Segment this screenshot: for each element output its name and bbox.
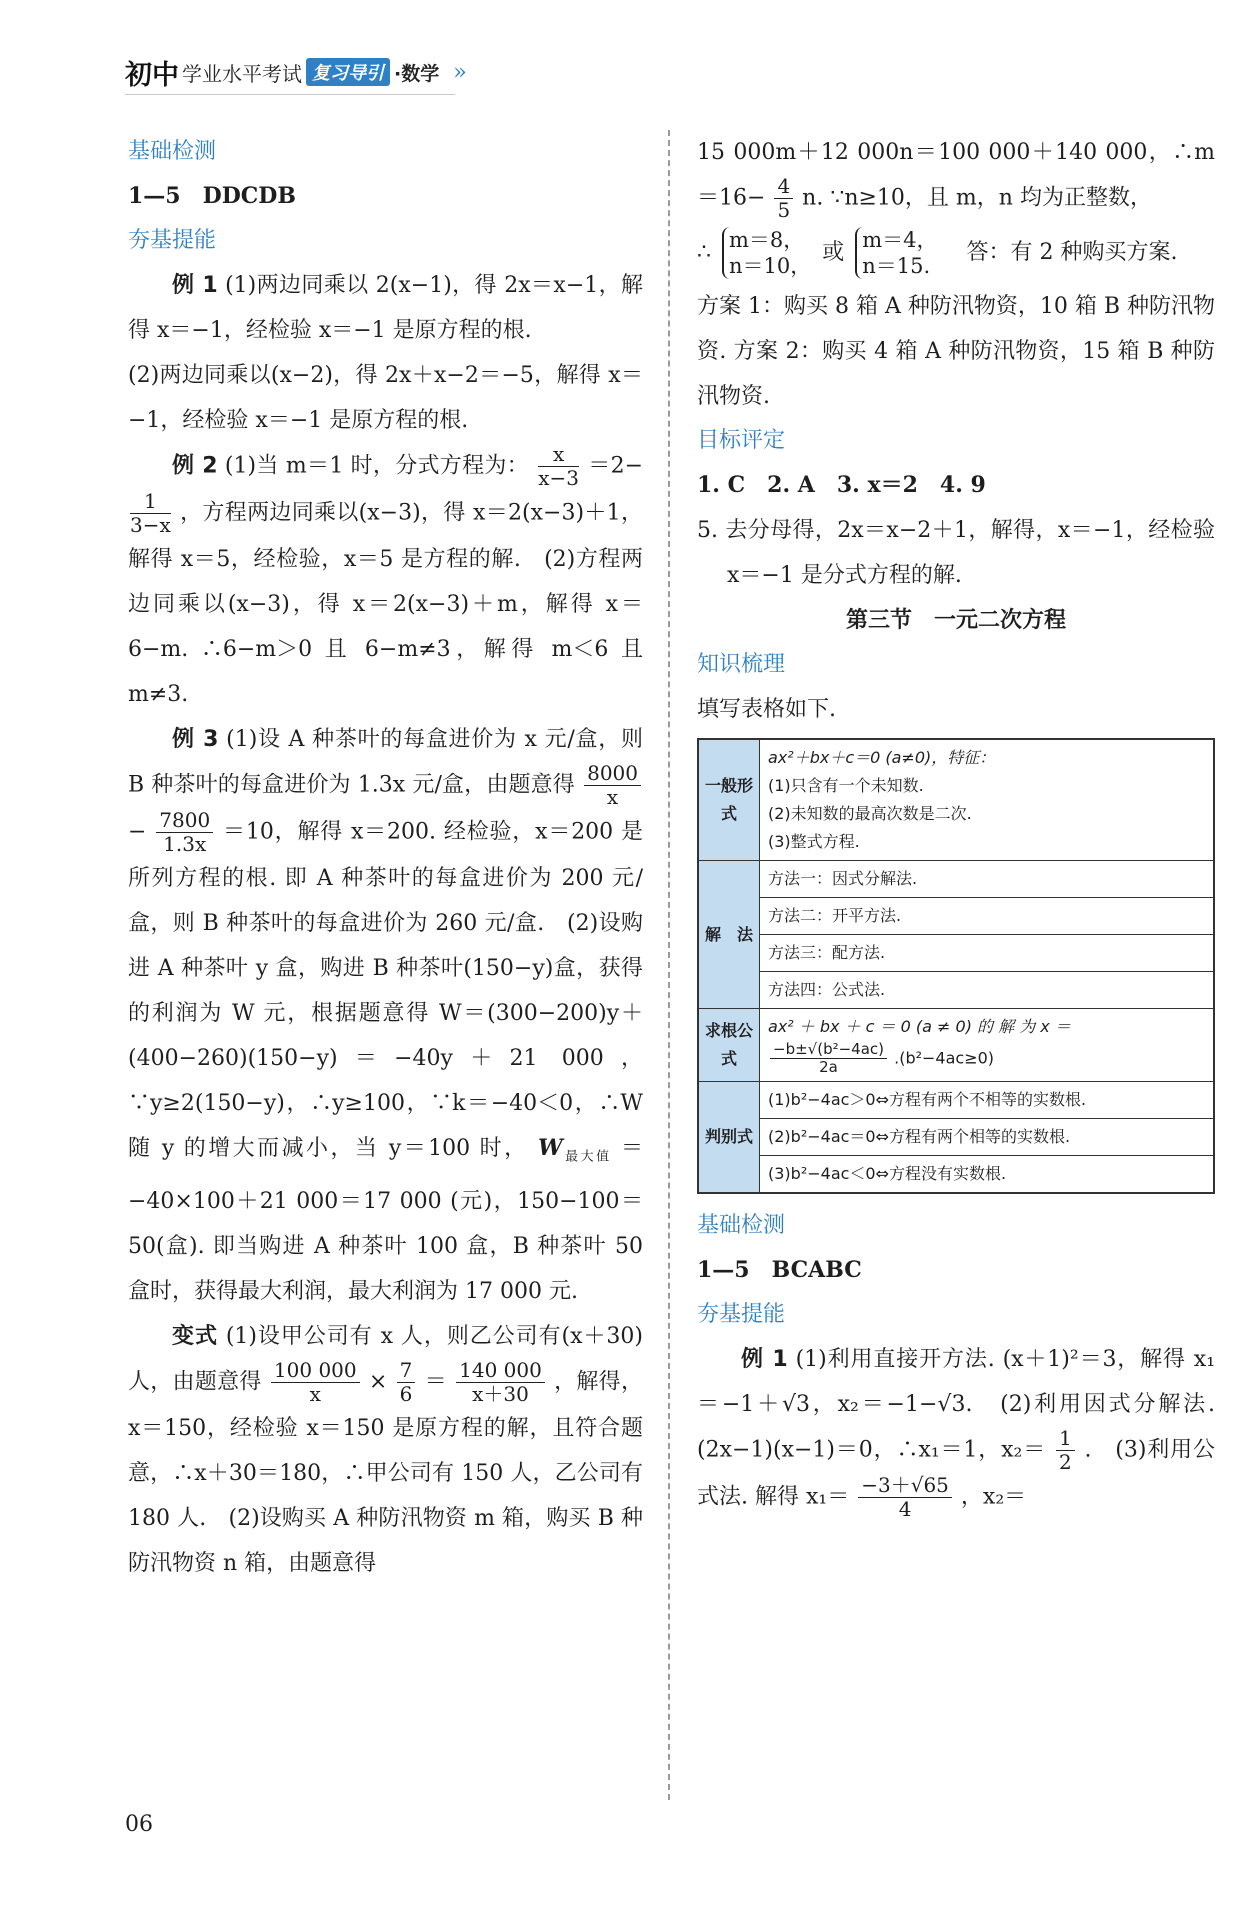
example-2-text-a: (1)当 m＝1 时，分式方程为： — [224, 453, 529, 479]
w-max-symbol: W — [537, 1135, 563, 1161]
double-chevron-icon: ›› — [453, 59, 463, 85]
fraction-denominator: x — [606, 785, 619, 809]
table-row — [698, 1118, 1214, 1155]
fraction — [538, 443, 579, 490]
general-form-cell — [760, 739, 1215, 861]
therefore-sign: ∴ — [697, 240, 711, 265]
table-row — [698, 739, 1214, 861]
table-row — [698, 1081, 1214, 1118]
knowledge-table — [697, 738, 1215, 1194]
example-2-text-c: ，方程两边同乘以(x−3)，得 x＝2(x−3)＋1，解得 x＝5，经检验，x＝5 是方程的解. (2)方程两边同乘以(x−3)，得 x＝2(x−3)＋m，解得 x＝6−m. ∴6−m＞0 且 6−m≠3，解得 m＜6 且 m≠3. — [128, 500, 644, 707]
fraction — [584, 762, 641, 809]
example-1-b-text-a: (1)利用直接开方法. (x＋1)²＝3，解得 x₁＝−1＋√3，x₂＝−1−√3. (2)利用因式分解法. (2x−1)(x−1)＝0，∴x₁＝1，x₂＝ — [697, 1346, 1216, 1462]
table-row — [698, 935, 1214, 972]
fraction-denominator: 6 — [399, 1382, 413, 1407]
example-1-b-text-b: . (3)利用公式法. 解得 x₁＝ — [697, 1437, 1215, 1509]
table-row — [698, 898, 1214, 935]
example-3-text-b: ＝10，解得 x＝200. 经检验，x＝200 是所列方程的根. 即 A 种茶叶的每盒进价为 200 元/盒，则 B 种茶叶的每盒进价为 260 元/盒. (2)设购进 A 种茶叶 y 盒，购进 B 种茶叶(150−y)盒，获得的利润为 W 元，根据题意得 W＝(300−200)y＋(400−260)(150−y)＝−40y＋21 000，∵y≥2(150−y)，∴y≥100，∵k＝−40＜0，∴W 随 y 的增大而减小，当 y＝100 时， — [128, 819, 644, 1161]
fraction-numerator: 140 000 — [456, 1359, 545, 1383]
variant-cont-text-a: 15 000m＋12 000n＝100 000＋140 000，∴m＝16− — [697, 140, 1215, 211]
row-key-formula: 求根公式 — [698, 1009, 760, 1082]
row-key-general-form: 一般形式 — [698, 739, 760, 861]
fraction-denominator: x＋30 — [472, 1382, 529, 1407]
times-sign: × — [368, 1369, 388, 1395]
purchase-plans: 方案 1：购买 8 箱 A 种防汛物资，10 箱 B 种防汛物资. 方案 2：购买 4 箱 A 种防汛物资，15 箱 B 种防汛物资. — [697, 294, 1215, 409]
variant-text-a: (1)设甲公司有 x 人，则乙公司有(x＋30)人，由题意得 — [128, 1324, 643, 1395]
system-2-line-2: n＝15. — [862, 254, 931, 278]
fraction — [770, 1041, 887, 1077]
example-1-b-text-c: ，x₂＝ — [960, 1484, 1027, 1509]
example-2 — [128, 443, 643, 717]
discriminant-cell: (2)b²−4ac＝0⇔方程有两个相等的实数根. — [760, 1118, 1215, 1155]
example-3-text-c: ＝−40×100＋21 000＝17 000 (元)，150−100＝50(盒). 即当购进 A 种茶叶 100 盒，B 种茶叶 50 盒时，获得最大利润，最大利润为 17 000 元. — [128, 1136, 643, 1305]
equals-sign: ＝ — [424, 1369, 447, 1395]
section-heading-knowledge: 知识梳理 — [697, 652, 786, 677]
example-1-part-2: (2)两边同乘以(x−2)，得 2x＋x−2＝−5，解得 x＝−1，经检验 x＝−1 是原方程的根. — [128, 363, 643, 433]
section-heading-basic-check: 基础检测 — [128, 139, 217, 164]
chapter-title: 第三节 一元二次方程 — [845, 608, 1066, 633]
method-cell: 方法一：因式分解法. — [760, 861, 1215, 898]
example-1-b-label: 例 1 — [741, 1346, 788, 1372]
fraction-numerator: 7800 — [156, 809, 213, 833]
header-badge: 复习导引 — [306, 58, 390, 86]
example-3-text-a: (1)设 A 种茶叶的每盒进价为 x 元/盒，则 B 种茶叶的每盒进价为 1.3x 元/盒，由题意得 — [128, 727, 643, 798]
or-word: 或 — [822, 240, 845, 265]
fraction-denominator: 3−x — [130, 513, 171, 537]
general-form-line: ax²＋bx＋c＝0 (a≠0)，特征： — [768, 748, 996, 767]
method-cell: 方法四：公式法. — [760, 972, 1215, 1009]
general-form-line: (1)只含有一个未知数. — [768, 776, 924, 795]
equation-system-2 — [855, 227, 937, 280]
formula-line: ax² ＋ bx ＋ c ＝ 0 (a ≠ 0) 的 解 为 x ＝ — [768, 1017, 1071, 1036]
variant-text-b: ，解得，x＝150，经检验 x＝150 是原方程的解，且符合题意，∴x＋30＝180，∴甲公司有 150 人，乙公司有 180 人. (2)设购买 A 种防汛物资 m 箱，购买 B 种防汛物资 n 箱，由题意得 — [128, 1369, 643, 1577]
header-brand: 初中 — [125, 59, 179, 91]
general-form-line: (3)整式方程. — [768, 832, 860, 851]
fraction-numerator: −3＋√65 — [858, 1474, 952, 1498]
fraction-denominator: x−3 — [538, 466, 579, 490]
method-cell: 方法二：开平方法. — [760, 898, 1215, 935]
fraction-denominator: 2a — [819, 1058, 838, 1077]
section-heading-basic-check-2: 基础检测 — [697, 1212, 786, 1238]
table-row — [698, 1155, 1214, 1193]
equation-system-1 — [722, 227, 811, 280]
discriminant-cell: (3)b²−4ac＜0⇔方程没有实数根. — [760, 1155, 1215, 1193]
section-heading-practice: 夯基提能 — [128, 228, 217, 253]
fraction — [774, 175, 793, 222]
fraction-denominator: 1.3x — [163, 832, 207, 856]
fraction-numerator: 1 — [1056, 1427, 1075, 1451]
answers-1-5: 1—5 DDCDB — [128, 183, 296, 209]
answers-1-5-b: 1—5 BCABC — [697, 1256, 862, 1283]
minus-sign: − — [128, 819, 147, 845]
header-rule — [125, 94, 455, 95]
page-header — [125, 52, 463, 92]
fraction-denominator: x — [309, 1382, 321, 1407]
formula-condition: .(b²−4ac≥0) — [894, 1048, 995, 1068]
example-2-label: 例 2 — [172, 453, 218, 479]
example-1-part-1: (1)两边同乘以 2(x−1)，得 2x＝x−1，解得 x＝−1，经检验 x＝−1 是原方程的根. — [128, 273, 643, 343]
example-2-text-b: ＝2− — [588, 453, 644, 479]
fraction-numerator: −b±√(b²−4ac) — [770, 1041, 887, 1059]
table-intro: 填写表格如下. — [697, 697, 836, 722]
example-1-b — [697, 1337, 1215, 1521]
fraction-numerator: 7 — [397, 1359, 416, 1383]
variant-label: 变式 — [172, 1324, 218, 1350]
example-3 — [128, 717, 643, 1314]
example-3-label: 例 3 — [172, 727, 219, 752]
method-cell: 方法三：配方法. — [760, 935, 1215, 972]
formula-cell — [760, 1009, 1215, 1082]
fraction — [456, 1359, 545, 1406]
fraction-numerator: 100 000 — [271, 1359, 360, 1383]
system-1-line-1: m＝8， — [729, 227, 805, 252]
w-max-subscript: 最大值 — [562, 1149, 612, 1165]
answers-1-4: 1. C 2. A 3. x＝2 4. 9 — [697, 472, 986, 498]
header-title: 学业水平考试 — [182, 61, 302, 86]
fraction-numerator: 1 — [130, 490, 171, 514]
left-column — [128, 130, 643, 1586]
fraction — [156, 809, 213, 856]
system-1-line-2: n＝10， — [729, 254, 812, 278]
fraction-denominator: 2 — [1058, 1449, 1072, 1474]
row-key-methods: 解 法 — [698, 861, 760, 1009]
right-column — [697, 130, 1215, 1521]
fraction — [130, 490, 171, 537]
table-row — [698, 1009, 1214, 1082]
system-2-line-1: m＝4， — [862, 227, 938, 252]
table-row — [698, 861, 1214, 898]
variant — [128, 1314, 643, 1586]
fraction-numerator: 4 — [774, 175, 793, 199]
solution-systems — [697, 222, 1215, 284]
example-1-label: 例 1 — [172, 273, 218, 298]
fraction-numerator: 8000 — [584, 762, 641, 786]
header-subject: ·数学 — [394, 62, 440, 85]
fraction — [858, 1474, 952, 1521]
discriminant-cell: (1)b²−4ac＞0⇔方程有两个不相等的实数根. — [760, 1081, 1215, 1118]
general-form-line: (2)未知数的最高次数是二次. — [768, 804, 972, 823]
fraction — [1056, 1427, 1075, 1474]
variant-continued — [697, 130, 1215, 222]
example-1 — [128, 263, 643, 353]
fraction-denominator: 5 — [777, 198, 791, 222]
page-number: 06 — [125, 1812, 153, 1837]
table-row — [698, 972, 1214, 1009]
fraction — [397, 1359, 416, 1406]
fraction-denominator: 4 — [898, 1496, 912, 1521]
answer-5: 5. 去分母得，2x＝x−2＋1，解得，x＝−1，经检验 x＝−1 是分式方程的解. — [697, 518, 1215, 588]
row-key-discriminant: 判别式 — [698, 1081, 760, 1193]
answer-text: 答：有 2 种购买方案. — [966, 240, 1178, 265]
variant-cont-text-b: n. ∵n≥10，且 m，n 均为正整数， — [802, 185, 1152, 211]
fraction-numerator: x — [538, 443, 579, 467]
column-divider — [668, 130, 670, 1800]
section-heading-evaluation: 目标评定 — [697, 428, 786, 453]
section-heading-practice-2: 夯基提能 — [697, 1301, 786, 1327]
fraction — [271, 1359, 360, 1406]
